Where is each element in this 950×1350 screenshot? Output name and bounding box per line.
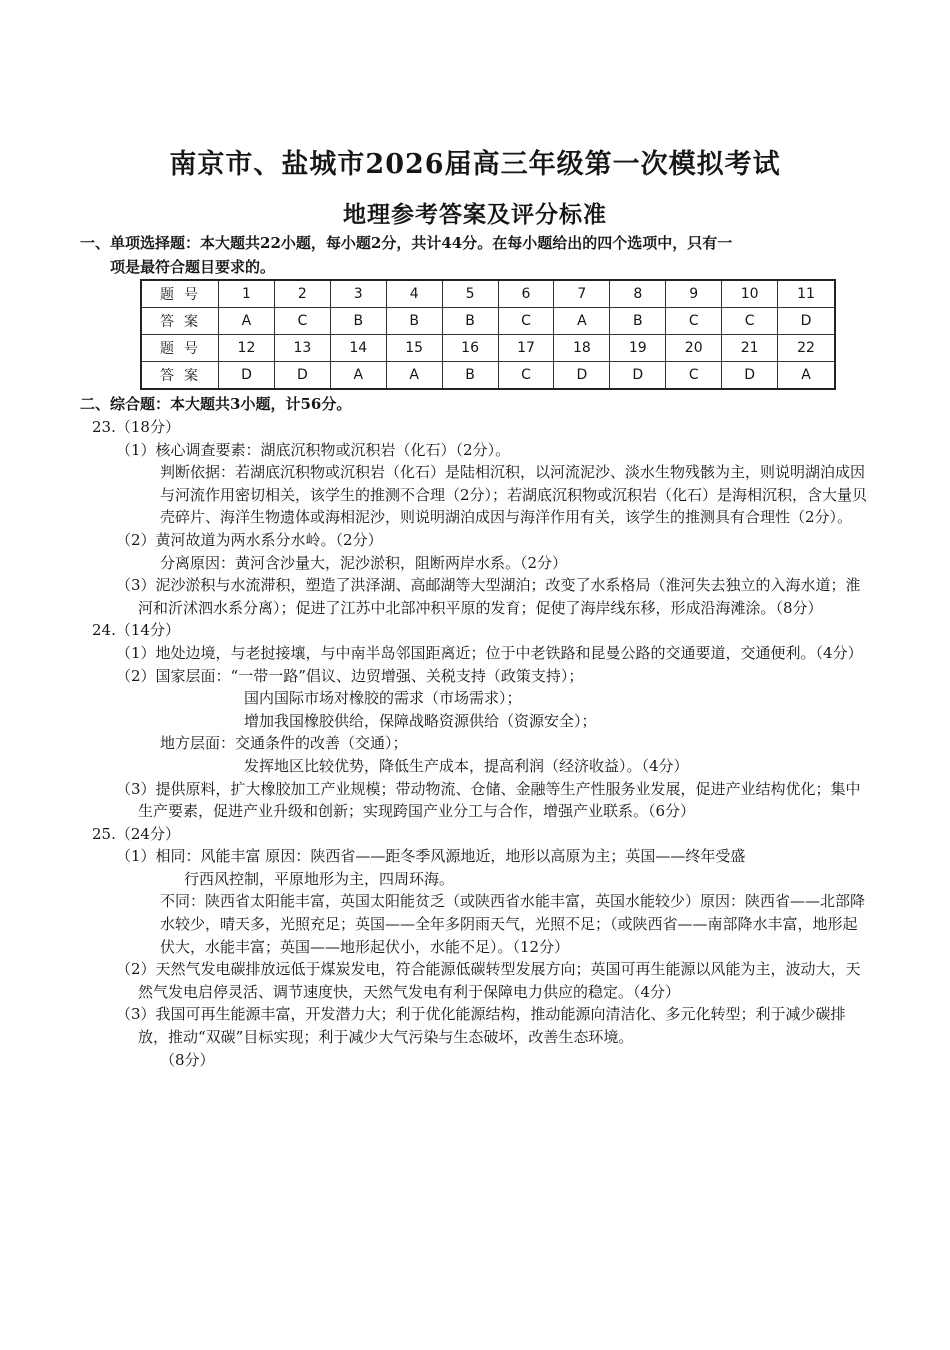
q25-part3: （3）我国可再生能源丰富，开发潜力大；利于优化能源结构，推动能源向清洁化、多元化转型；利于减少碳排放，推动“双碳”目标实现；利于减少大气污染与生态破坏，改善生态环境。 [116,1005,846,1047]
q24-part2-economic: 发挥地区比较优势，降低生产成本，提高利润（经济收益）。（4分） [244,756,689,775]
q23-part1-element: （1）核心调查要素：湖底沉积物或沉积岩（化石）（2分）。 [116,440,511,459]
table-row-numbers-1 [141,280,835,308]
row-label-answer: 答案 [141,362,219,390]
q25-part2: （2）天然气发电碳排放远低于煤炭发电，符合能源低碳转型发展方向；英国可再生能源以风能为主，波动大，天然气发电启停灵活、调节速度快，天然气发电有利于保障电力供应的稳定。（4分） [116,960,861,1001]
table-cell: 12 [219,335,275,362]
q23-part1-basis: 判断依据：若湖底沉积物或沉积岩（化石）是陆相沉积，以河流泥沙、淡水生物残骸为主，则说明湖泊成因与河流作用密切相关，该学生的推测不合理（2分）；若湖底沉积物或沉积岩（化石）是海相沉积，含大量贝壳碎片、海洋生物遗体或海相泥沙，则说明湖泊成因与海洋作用有关，该学生的推测具有合理性（2分）。 [160,463,868,527]
table-cell: A [219,308,275,335]
q23-part2-reason: 分离原因：黄河含沙量大，泥沙淤积，阻断两岸水系。（2分） [160,553,568,572]
row-label-question: 题号 [141,335,219,362]
table-cell: 7 [554,280,610,308]
q24-part2-resource: 增加我国橡胶供给，保障战略资源供给（资源安全）； [244,711,597,730]
table-cell: 8 [610,280,666,308]
answer-table [140,279,836,390]
exam-title: 南京市、盐城市2026届高三年级第一次模拟考试 [169,149,781,180]
table-cell: 11 [778,280,835,308]
table-cell: C [498,308,554,335]
section1-line2: 项是最符合题目要求的。 [110,258,276,276]
table-cell: A [554,308,610,335]
section1-instructions [80,231,880,279]
table-cell: B [610,308,666,335]
question-24-heading: 24.（14分） [92,621,180,640]
table-cell: 1 [219,280,275,308]
table-cell: 19 [610,335,666,362]
table-cell: 18 [554,335,610,362]
table-cell: 2 [274,280,330,308]
table-cell: 9 [666,280,722,308]
table-cell: 21 [722,335,778,362]
section1-line1: 一、单项选择题：本大题共22小题，每小题2分，共计44分。在每小题给出的四个选项中，只有一 [80,234,733,252]
q24-part2-national: （2）国家层面：“一带一路”倡议、边贸增强、关税支持（政策支持）； [116,666,584,685]
q25-part3-score: （8分） [160,1050,215,1069]
table-cell: D [554,362,610,390]
question-23-heading: 23.（18分） [92,418,180,436]
exam-subtitle: 地理参考答案及评分标准 [343,201,607,228]
table-row-numbers-2 [141,335,835,362]
section2-body [92,416,872,1071]
table-cell: C [274,308,330,335]
table-cell: D [722,362,778,390]
row-label-question: 题号 [141,280,219,308]
table-cell: C [666,308,722,335]
q25-part1-same: （1）相同：风能丰富 原因：陕西省——距冬季风源地近，地形以高原为主；英国——终年受盛 [116,847,746,866]
table-cell: C [722,308,778,335]
q23-part2: （2）黄河故道为两水系分水岭。（2分） [116,530,383,549]
table-cell: 10 [722,280,778,308]
table-row-answers-2 [141,362,835,390]
table-cell: C [666,362,722,390]
table-cell: 20 [666,335,722,362]
table-cell: 17 [498,335,554,362]
table-cell: A [778,362,835,390]
table-cell: C [498,362,554,390]
table-cell: 6 [498,280,554,308]
q24-part1: （1）地处边境，与老挝接壤，与中南半岛邻国距离近；位于中老铁路和昆曼公路的交通要道，交通便利。（4分） [116,643,863,662]
table-cell: 15 [386,335,442,362]
table-cell: A [330,362,386,390]
table-cell: D [778,308,835,335]
q24-part2-market: 国内国际市场对橡胶的需求（市场需求）； [244,689,522,708]
table-cell: 16 [442,335,498,362]
table-cell: 14 [330,335,386,362]
row-label-answer: 答案 [141,308,219,335]
q24-part3: （3）提供原料，扩大橡胶加工产业规模；带动物流、仓储、金融等生产性服务业发展，促进产业结构优化；集中生产要素，促进产业升级和创新；实现跨国产业分工与合作，增强产业联系。（6分） [116,779,861,821]
table-cell: D [610,362,666,390]
table-cell: A [386,362,442,390]
table-cell: B [386,308,442,335]
table-cell: B [330,308,386,335]
table-cell: 13 [274,335,330,362]
q25-part1-diff: 不同：陕西省太阳能丰富，英国太阳能贫乏（或陕西省水能丰富，英国水能较少）原因：陕西省——北部降水较少，晴天多，光照充足；英国——全年多阴雨天气，光照不足；（或陕西省——南部降水丰富，地形起伏大，水能丰富；英国——地形起伏小，水能不足）。（12分） [160,892,866,956]
q25-part1-same-cont: 行西风控制，平原地形为主，四周环海。 [184,869,455,888]
table-cell: 22 [778,335,835,362]
table-cell: B [442,308,498,335]
table-cell: D [274,362,330,390]
q24-part2-local: 地方层面：交通条件的改善（交通）； [160,734,408,753]
table-row-answers-1 [141,308,835,335]
section2-heading: 二、综合题：本大题共3小题，计56分。 [80,395,352,413]
question-25-heading: 25.（24分） [92,824,180,843]
table-cell: 5 [442,280,498,308]
table-cell: 4 [386,280,442,308]
table-cell: 3 [330,280,386,308]
q23-part3: （3）泥沙淤积与水流滞积，塑造了洪泽湖、高邮湖等大型湖泊；改变了水系格局（淮河失去独立的入海水道；淮河和沂沭泗水系分离）；促进了江苏中北部冲积平原的发育；促使了海岸线东移，形成沿海滩涂。（8分） [116,576,861,617]
table-cell: B [442,362,498,390]
table-cell: D [219,362,275,390]
